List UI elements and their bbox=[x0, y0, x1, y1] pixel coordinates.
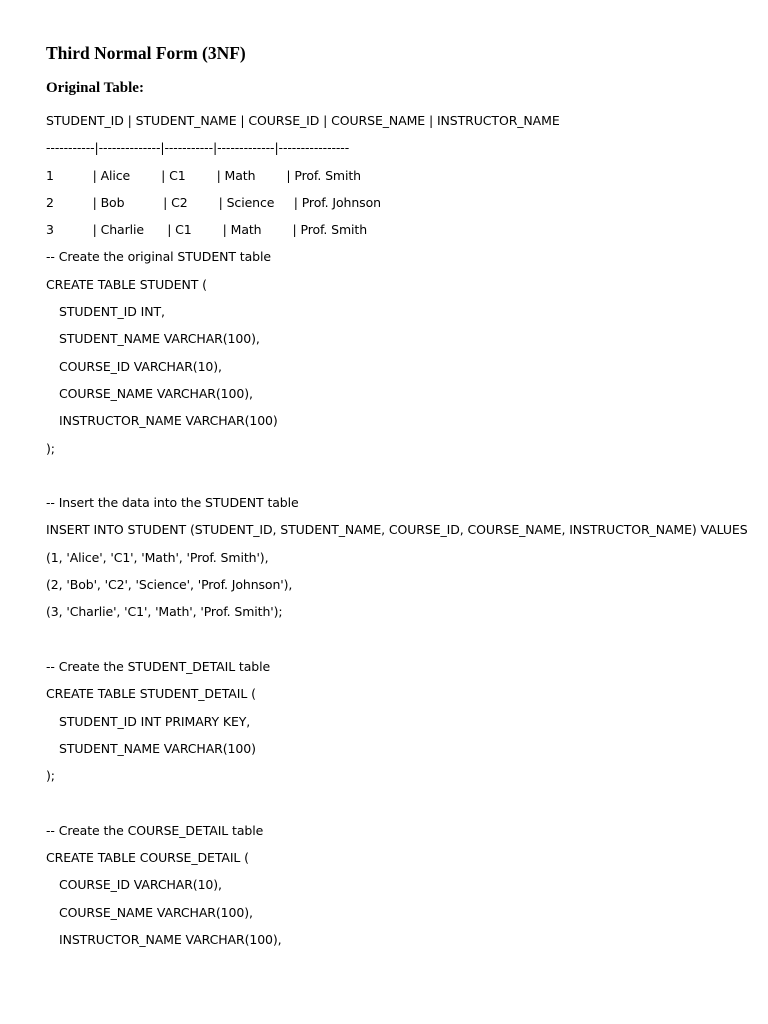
code-line: COURSE_ID VARCHAR(10), bbox=[59, 877, 222, 893]
table-row-line: 1 | Alice | C1 | Math | Prof. Smith bbox=[46, 167, 361, 183]
code-line: (1, 'Alice', 'C1', 'Math', 'Prof. Smith'), bbox=[46, 549, 269, 565]
code-line: INSTRUCTOR_NAME VARCHAR(100), bbox=[59, 931, 282, 947]
table-row-line: 2 | Bob | C2 | Science | Prof. Johnson bbox=[46, 194, 381, 210]
code-line: COURSE_NAME VARCHAR(100), bbox=[59, 385, 253, 401]
page-title: Third Normal Form (3NF) bbox=[46, 43, 246, 63]
code-line: CREATE TABLE STUDENT_DETAIL ( bbox=[46, 686, 256, 702]
section-heading bbox=[46, 78, 144, 98]
code-comment-line: -- Create the original STUDENT table bbox=[46, 249, 271, 265]
code-comment-line: -- Create the STUDENT_DETAIL table bbox=[46, 658, 271, 674]
code-line: STUDENT_NAME VARCHAR(100), bbox=[59, 331, 260, 347]
code-line: STUDENT_ID INT PRIMARY KEY, bbox=[59, 713, 251, 729]
document-body bbox=[46, 112, 748, 958]
code-line: (2, 'Bob', 'C2', 'Science', 'Prof. Johnson'), bbox=[46, 577, 293, 593]
code-line: (3, 'Charlie', 'C1', 'Math', 'Prof. Smith'); bbox=[46, 604, 283, 620]
blank-line bbox=[46, 794, 748, 821]
code-line: ); bbox=[46, 440, 55, 456]
code-line: CREATE TABLE COURSE_DETAIL ( bbox=[46, 850, 249, 866]
table-row-line: 3 | Charlie | C1 | Math | Prof. Smith bbox=[46, 222, 368, 238]
code-comment-line: -- Insert the data into the STUDENT table bbox=[46, 495, 299, 511]
table-header-line: STUDENT_ID | STUDENT_NAME | COURSE_ID | COURSE_NAME | INSTRUCTOR_NAME bbox=[46, 113, 560, 128]
section-heading-colon: : bbox=[138, 80, 144, 96]
code-line: COURSE_ID VARCHAR(10), bbox=[59, 358, 222, 374]
code-line: STUDENT_NAME VARCHAR(100) bbox=[59, 740, 256, 756]
code-comment-line: -- Create the COURSE_DETAIL table bbox=[46, 822, 264, 838]
code-line: COURSE_NAME VARCHAR(100), bbox=[59, 904, 253, 920]
code-line: INSERT INTO STUDENT (STUDENT_ID, STUDENT_NAME, COURSE_ID, COURSE_NAME, INSTRUCTOR_NAME) VALUES bbox=[46, 522, 748, 538]
code-line: STUDENT_ID INT, bbox=[59, 304, 165, 320]
code-line: CREATE TABLE STUDENT ( bbox=[46, 276, 207, 292]
table-separator-line: -----------|--------------|-----------|-------------|---------------- bbox=[46, 140, 350, 156]
code-line: ); bbox=[46, 768, 55, 784]
blank-line bbox=[46, 631, 748, 658]
section-heading-label: Original Table bbox=[46, 80, 139, 96]
code-line: INSTRUCTOR_NAME VARCHAR(100) bbox=[59, 413, 278, 429]
blank-line bbox=[46, 467, 748, 494]
